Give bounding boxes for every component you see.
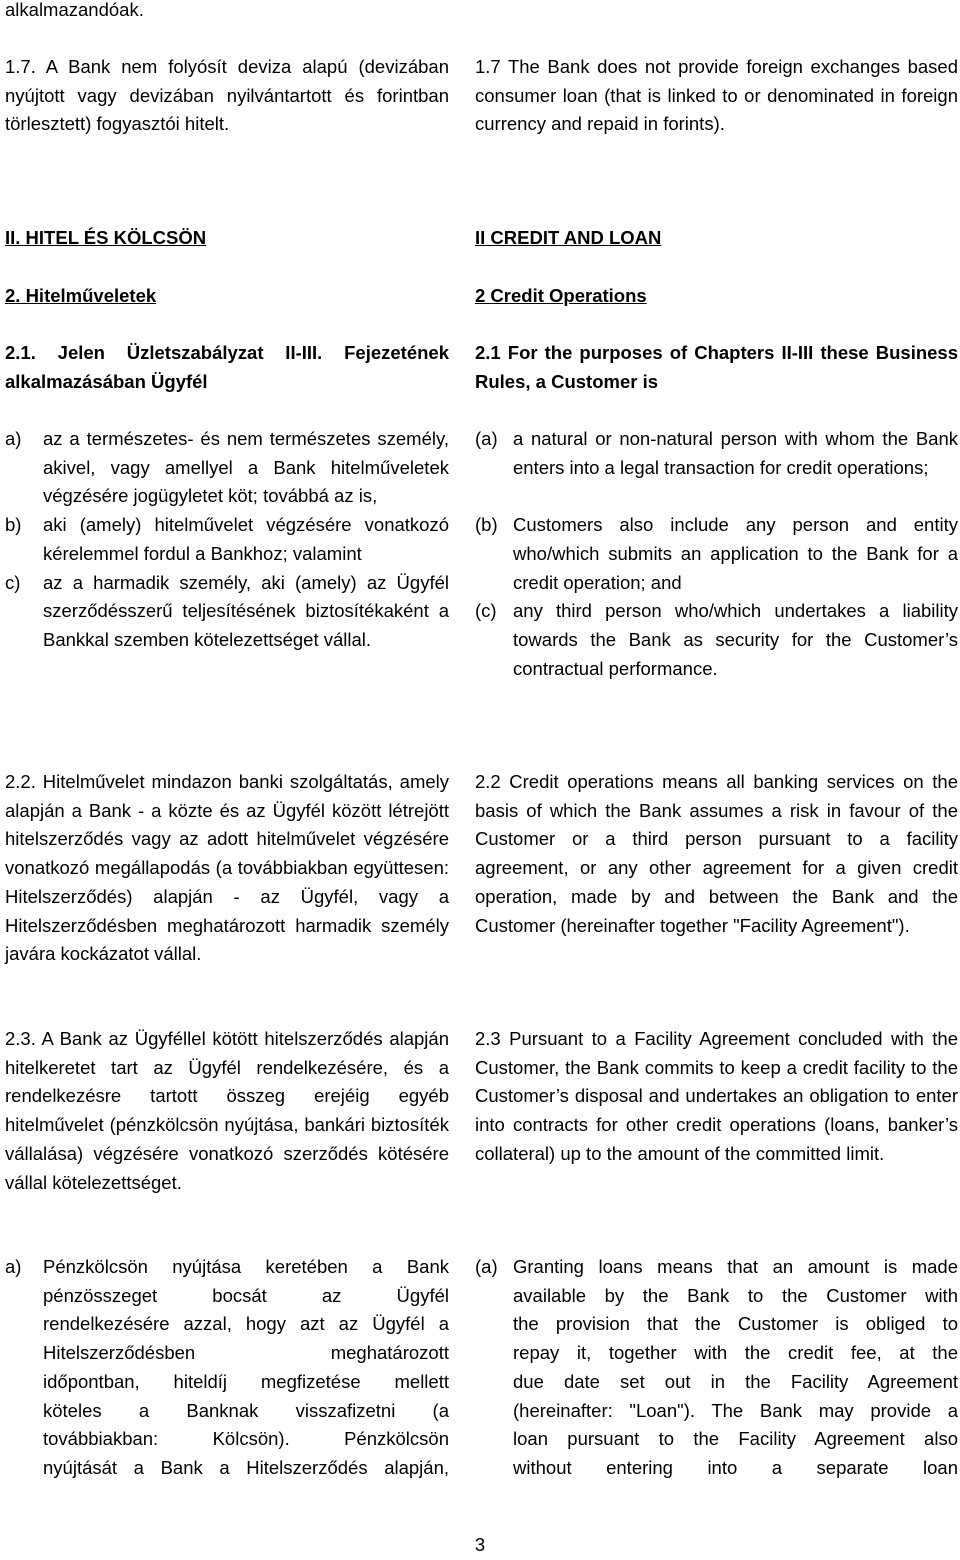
text-line: nyújtását a Bank a Hitelszerződés alapján, (43, 1456, 449, 1478)
text-line: Granting loans means that an amount is made (513, 1256, 958, 1277)
item-label: a) (5, 1256, 22, 1277)
item-label: c) (5, 571, 21, 593)
text-line: Pénzkölcsön nyújtása keretében a Bank (43, 1256, 449, 1277)
text-line: továbbiakban: Kölcsön). Pénzkölcsön (43, 1428, 449, 1450)
top-fragment: alkalmazandóak. (5, 0, 144, 20)
text-line: köteles a Banknak visszafizetni (a (43, 1399, 449, 1421)
list-item (475, 511, 958, 597)
list-item (5, 1253, 449, 1483)
item-text: any third person who/which undertakes a liability towards the Bank as security for the Customer’s contractual performance. (513, 600, 958, 679)
customer-definition-list-en (475, 425, 958, 683)
subsection-title-en: 2 Credit Operations (475, 285, 647, 306)
text-line: due date set out in the Facility Agreement (513, 1370, 958, 1392)
item-label: (a) (475, 428, 498, 449)
text-line: időpontban, hiteldíj megfizetése mellett (43, 1370, 449, 1392)
page-number: 3 (474, 1534, 486, 1555)
loan-definition-en (475, 1253, 958, 1483)
text-line: loan pursuant to the Facility Agreement also (513, 1428, 958, 1450)
text-line: without entering into a separate loan (513, 1456, 958, 1478)
customer-definition-list-hu (5, 425, 449, 655)
section-1-7-en: 1.7 The Bank does not provide foreign exchanges based consumer loan (that is linked to or denominated in foreign currency and repaid in forints). (475, 56, 958, 135)
section-2-1-hu: 2.1. Jelen Üzletszabályzat II-III. Fejezetének alkalmazásában Ügyfél (5, 342, 449, 392)
item-text: az a természetes- és nem természetes személy, akivel, vagy amellyel a Bank hitelműveletek végzésére jogügyletet köt; továbbá az is, (43, 428, 449, 507)
section-2-3-hu: 2.3. A Bank az Ügyféllel kötött hitelszerződés alapján hitelkeretet tart az Ügyfél rendelkezésére, és a rendelkezésre tartott összeg erejéig egyéb hitelművelet (pénzkölcsön nyújtása, bankári biztosíték vállalása) végzésére vonatkozó szerződés kötésére vállal kötelezettséget. (5, 1028, 449, 1193)
section-2-1-en: 2.1 For the purposes of Chapters II-III these Business Rules, a Customer is (475, 342, 958, 392)
list-item (475, 1253, 958, 1483)
text-line: rendelkezésére azzal, hogy azt az Ügyfél a (43, 1313, 449, 1335)
text-line: (hereinafter: "Loan"). The Bank may provide a (513, 1399, 958, 1421)
loan-definition-hu (5, 1253, 449, 1483)
section-2-2-en: 2.2 Credit operations means all banking services on the basis of which the Bank assumes a risk in favour of the Customer or a third person pursuant to a facility agreement, or any other agreement for a given credit operation, made by and between the Bank and the Customer (hereinafter together "Facility Agreement"). (475, 771, 958, 936)
item-text: az a harmadik személy, aki (amely) az Ügyfél szerződésszerű teljesítésének biztosítékaként a Bankkal szemben kötelezettséget vállal. (43, 571, 449, 650)
item-text: Customers also include any person and entity who/which submits an application to the Bank for a credit operation; and (513, 514, 958, 593)
list-item (475, 425, 958, 482)
list-item (5, 569, 449, 655)
subsection-title-hu: 2. Hitelműveletek (5, 285, 157, 306)
list-item (5, 511, 449, 568)
text-line: repay it, together with the credit fee, at the (513, 1342, 958, 1364)
text-line: pénzösszeget bocsát az Ügyfél (43, 1284, 449, 1306)
section-title-hu: II. HITEL ÉS KÖLCSÖN (5, 227, 207, 248)
item-label: (b) (475, 514, 498, 536)
section-2-3-en: 2.3 Pursuant to a Facility Agreement concluded with the Customer, the Bank commits to keep a credit facility to the Customer’s disposal and undertakes an obligation to enter into contracts for other credit operations (loans, banker’s collateral) up to the amount of the committed limit. (475, 1028, 958, 1164)
item-label: (c) (475, 600, 497, 622)
list-item (5, 425, 449, 511)
section-2-2-hu: 2.2. Hitelművelet mindazon banki szolgáltatás, amely alapján a Bank - a közte és az Ügyfél között létrejött hitelszerződés vagy az adott hitelművelet végzésére vonatkozó megállapodás (a továbbiakban együttesen: Hitelszerződés) alapján - az Ügyfél, vagy a Hitelszerződésben meghatározott harmadik személy javára kockázatot vállal. (5, 771, 449, 965)
item-label: a) (5, 428, 22, 449)
text-line: available by the Bank to the Customer with (513, 1284, 958, 1306)
item-text: aki (amely) hitelművelet végzésére vonatkozó kérelemmel fordul a Bankhoz; valamint (43, 514, 449, 564)
item-label: (a) (475, 1256, 498, 1277)
text-line: the provision that the Customer is obliged to (513, 1313, 958, 1335)
section-1-7-hu: 1.7. A Bank nem folyósít deviza alapú (devizában nyújtott vagy devizában nyilvántartott és forintban törlesztett) fogyasztói hitelt. (5, 56, 449, 135)
list-item (475, 597, 958, 683)
section-title-en: II CREDIT AND LOAN (475, 227, 662, 248)
item-label: b) (5, 514, 22, 536)
item-text: a natural or non-natural person with whom the Bank enters into a legal transaction for credit operations; (513, 428, 958, 478)
text-line: Hitelszerződésben meghatározott (43, 1342, 449, 1364)
